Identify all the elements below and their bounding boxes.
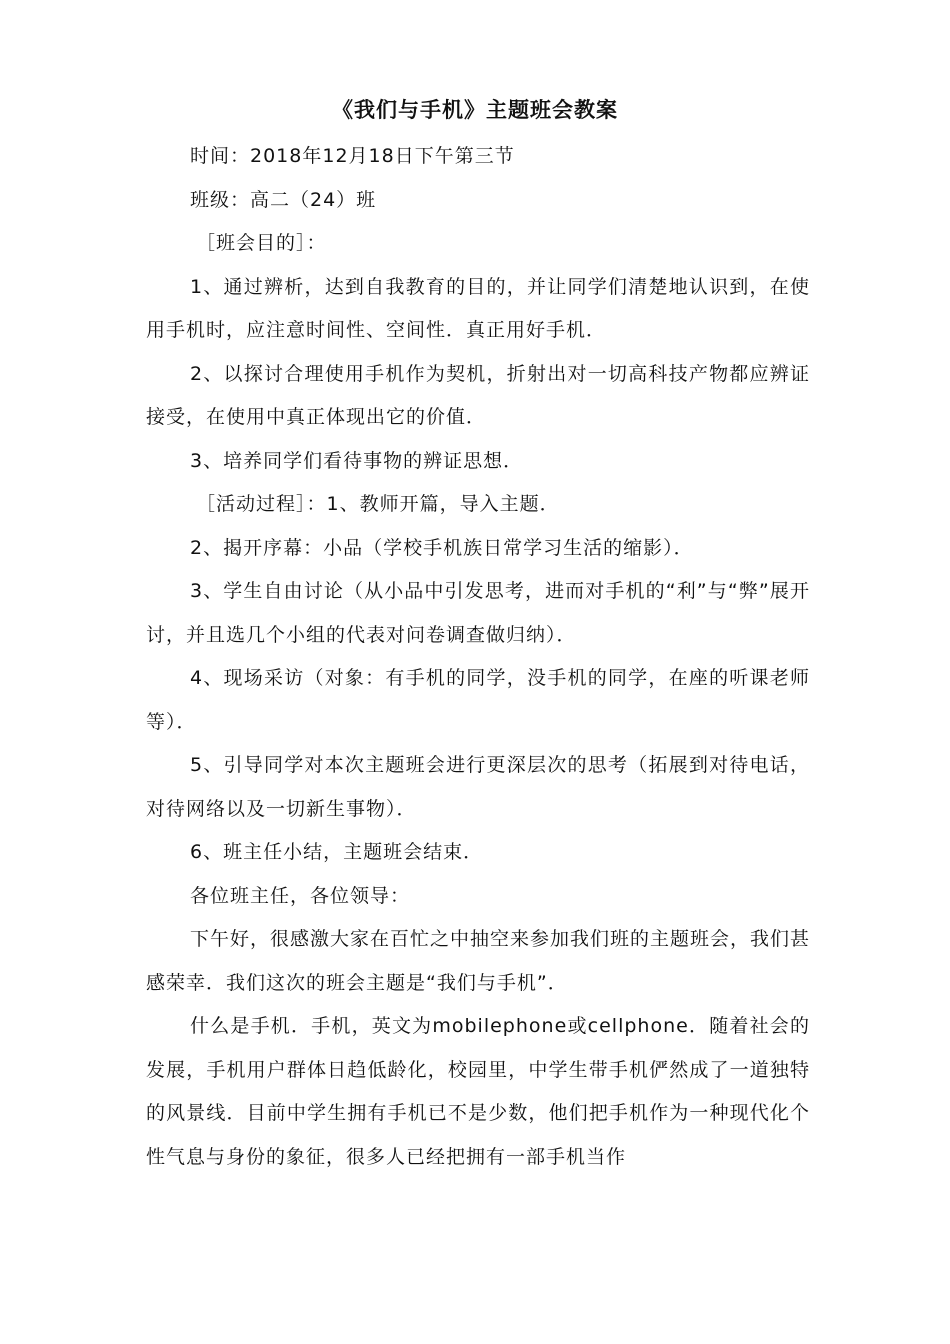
paragraph-process-6: 6、班主任小结，主题班会结束． xyxy=(190,841,484,863)
paragraph-process-5: 5、引导同学对本次主题班会进行更深层次的思考（拓展到对待电话，对待网络以及一切新生事物）． xyxy=(146,754,810,820)
paragraph-objective-heading: ［班会目的］： xyxy=(196,232,327,254)
paragraph-objective-3: 3、培养同学们看待事物的辨证思想． xyxy=(190,449,524,472)
paragraph-process-4: 4、现场采访（对象：有手机的同学，没手机的同学，在座的听课老师等）． xyxy=(146,667,810,733)
paragraph-process-1: ［活动过程］：1、教师开篇，导入主题． xyxy=(196,493,560,515)
paragraph-process-2: 2、揭开序幕：小品（学校手机族日常学习生活的缩影）． xyxy=(190,536,694,559)
paragraph-what-is-phone: 什么是手机．手机，英文为mobilephone或cellphone．随着社会的发展，手机用户群体日趋低龄化，校园里，中学生带手机俨然成了一道独特的风景线．目前中学生拥有手机已不是少数，他们把手机作为一种现代化个性气息与身份的象征，很多人已经把拥有一部手机当作 xyxy=(146,1015,810,1168)
paragraph-time: 时间：2018年12月18日下午第三节 xyxy=(190,145,515,167)
document-body xyxy=(146,135,810,1179)
paragraph-process-3: 3、学生自由讨论（从小品中引发思考，进而对手机的“利”与“弊”展开讨，并且选几个小组的代表对问卷调查做归纳）． xyxy=(146,580,810,646)
paragraph-welcome: 下午好，很感激大家在百忙之中抽空来参加我们班的主题班会，我们甚感荣幸．我们这次的班会主题是“我们与手机”． xyxy=(146,928,811,994)
paragraph-objective-1: 1、通过辨析，达到自我教育的目的，并让同学们清楚地认识到，在使用手机时，应注意时间性、空间性．真正用好手机． xyxy=(146,275,810,341)
paragraph-objective-2: 2、以探讨合理使用手机作为契机，折射出对一切高科技产物都应辨证接受，在使用中真正体现出它的价值． xyxy=(146,362,810,428)
paragraph-class: 班级：高二（24）班 xyxy=(190,188,377,211)
paragraph-greeting: 各位班主任，各位领导： xyxy=(190,884,411,907)
document-title: 《我们与手机》主题班会教案 xyxy=(332,98,618,122)
